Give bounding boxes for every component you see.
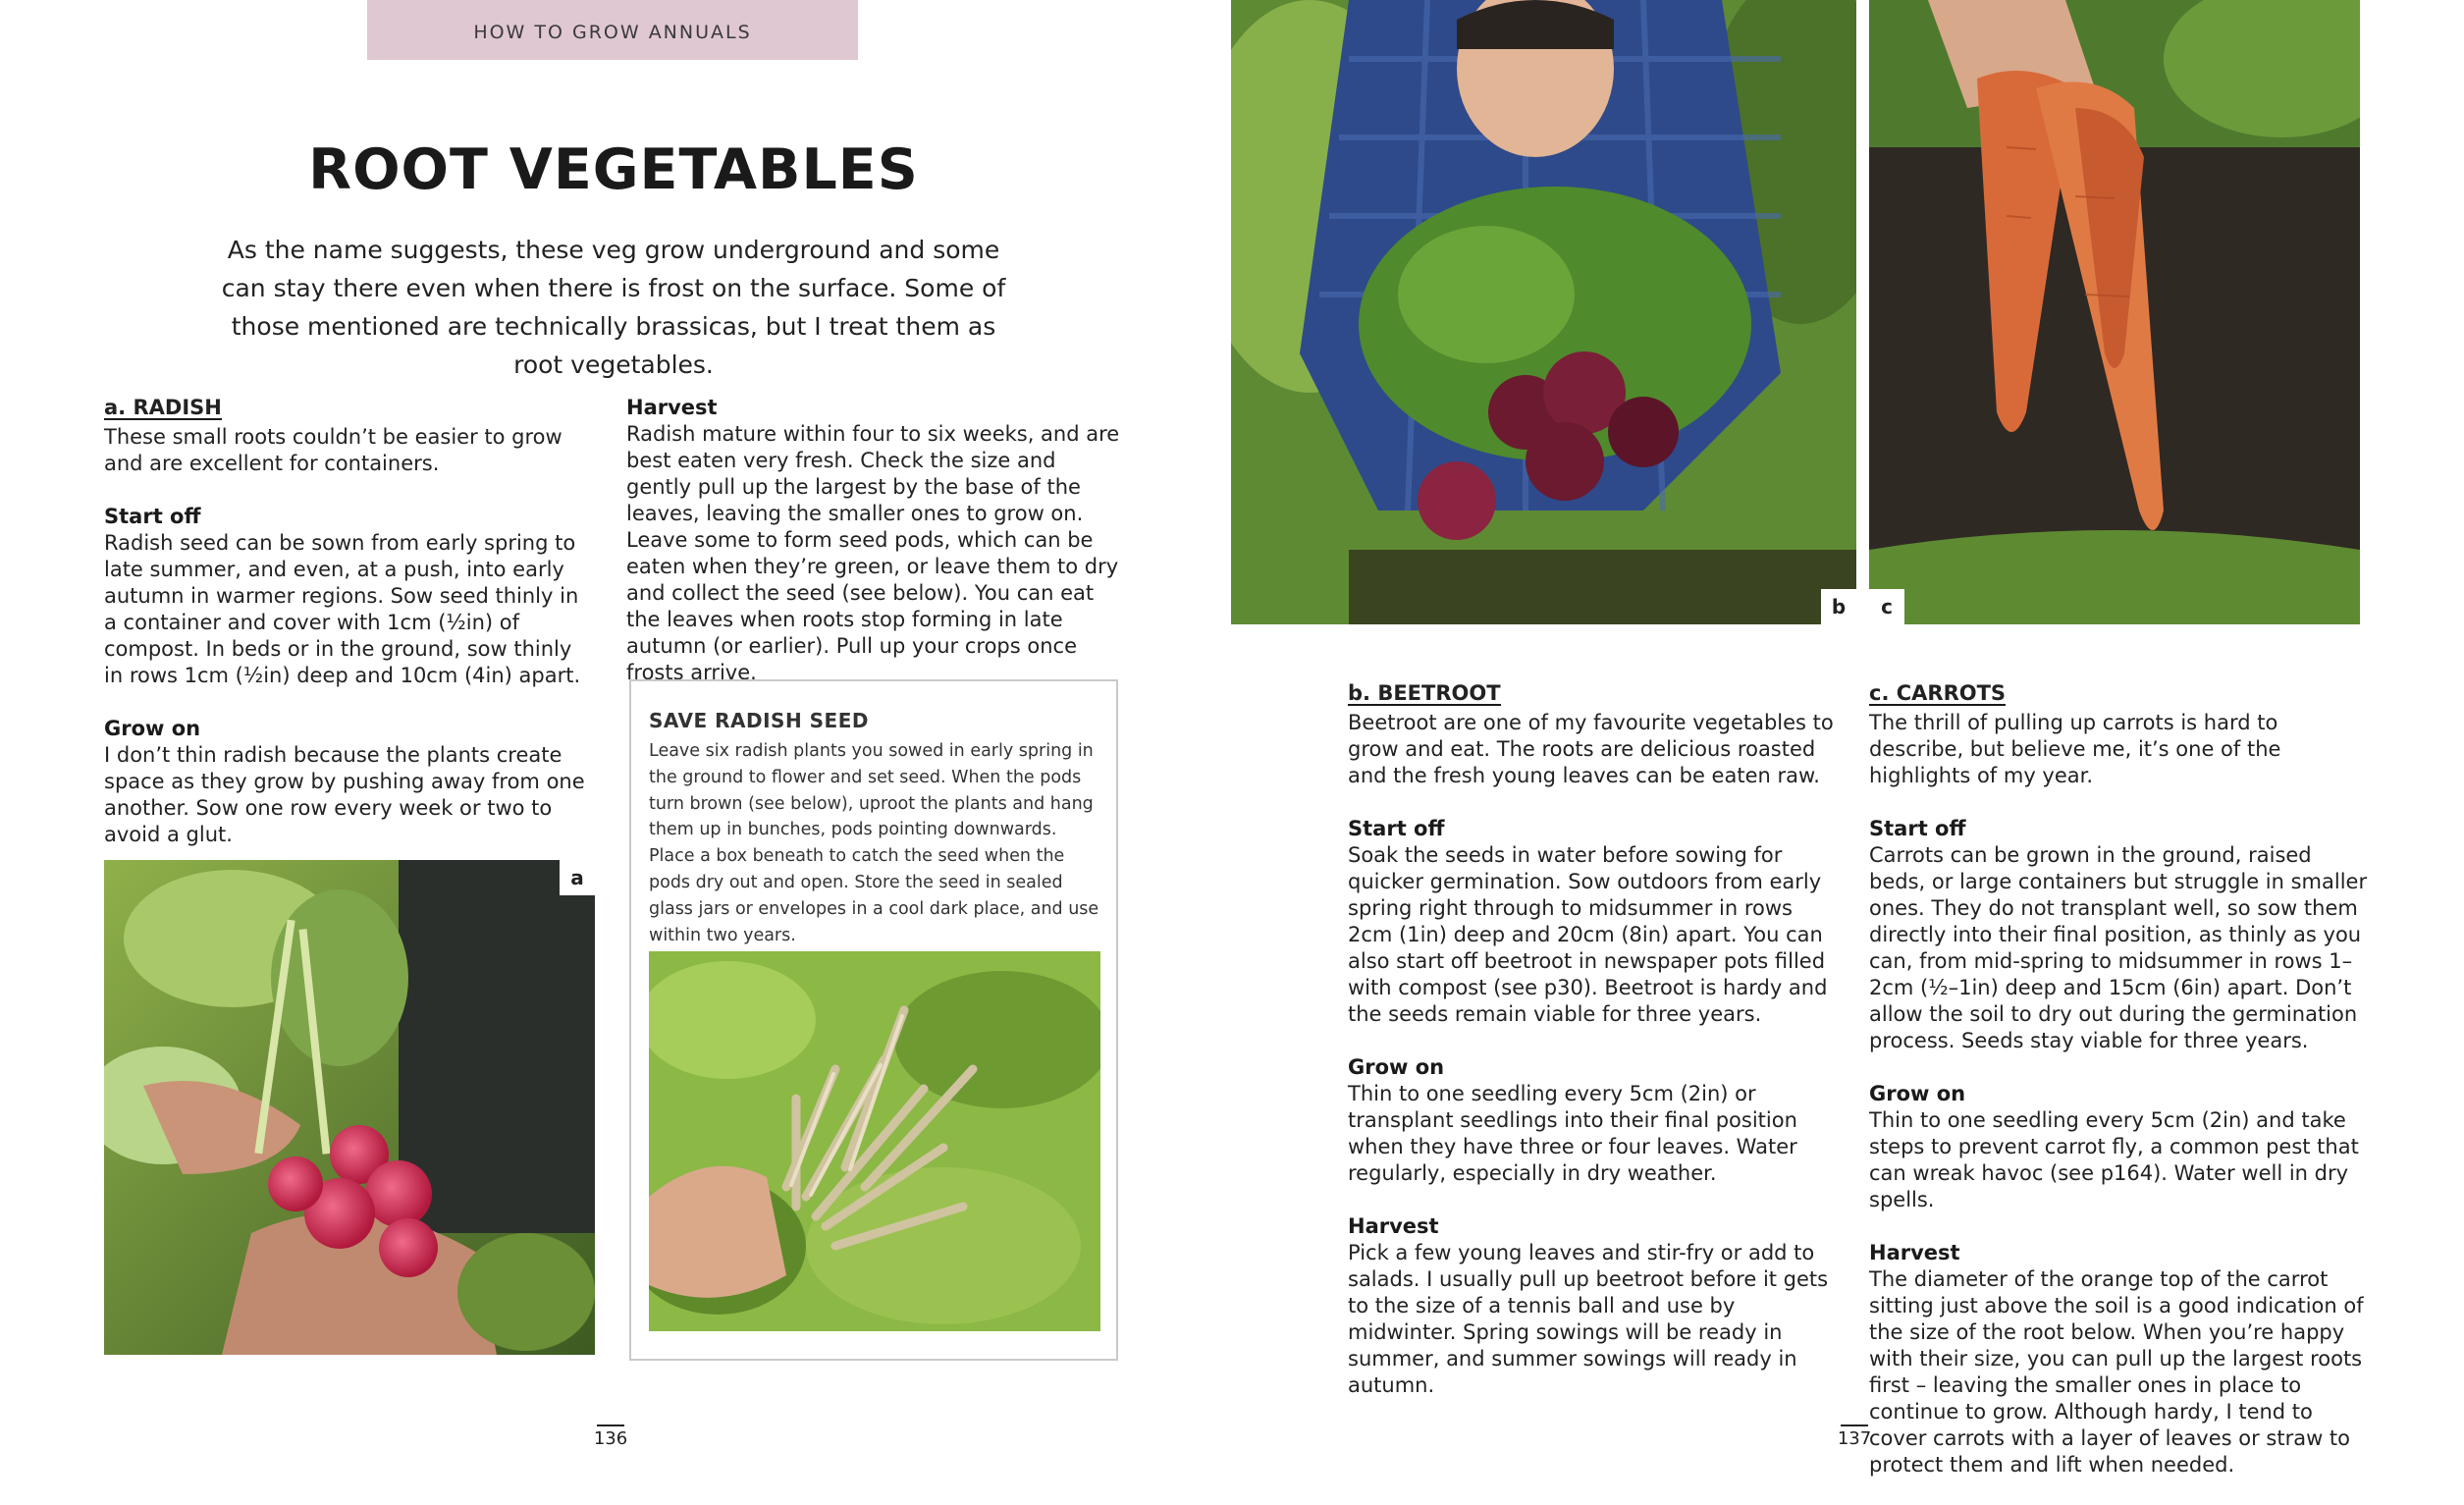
carrots-start-off-heading: Start off bbox=[1869, 817, 1966, 840]
beetroot-heading: b. BEETROOT bbox=[1348, 681, 1501, 705]
carrots-grow-on-text: Thin to one seedling every 5cm (2in) and take steps to prevent carrot fly, a common pest that can wreak havoc (see p164). Water well in dry spells. bbox=[1869, 1108, 2359, 1211]
radish-heading: a. RADISH bbox=[104, 396, 222, 419]
radish-illustration bbox=[104, 860, 595, 1355]
radish-photo bbox=[104, 860, 595, 1355]
photo-tag-c: c bbox=[1869, 589, 1904, 624]
beetroot-grow-on-text: Thin to one seedling every 5cm (2in) or transplant seedlings into their final position when they have three or four leaves. Water regularly, especially in dry weather. bbox=[1348, 1082, 1797, 1185]
beetroot-start-off-heading: Start off bbox=[1348, 817, 1445, 840]
page-title: ROOT VEGETABLES bbox=[308, 137, 919, 202]
carrots-illustration bbox=[1869, 0, 2360, 624]
radish-column bbox=[104, 395, 595, 875]
save-radish-seed-box bbox=[629, 679, 1118, 1361]
beetroot-grow-on-heading: Grow on bbox=[1348, 1055, 1445, 1079]
photo-tag-b: b bbox=[1821, 589, 1856, 624]
section-header-tab bbox=[367, 0, 858, 60]
beetroot-harvest-text: Pick a few young leaves and stir-fry or add to salads. I usually pull up beetroot before it gets to the size of a tennis ball and use by midwinter. Spring sowings will be ready in summer, and summer sowings will ready in autumn. bbox=[1348, 1241, 1829, 1397]
radish-grow-on-heading: Grow on bbox=[104, 717, 201, 740]
carrots-harvest-text: The diameter of the orange top of the carrot sitting just above the soil is a good indication of the size of the root below. When you’re happy with their size, you can pull up the largest roots first – leaving the smaller ones in place to continue to grow. Although hardy, I tend to cover carrots with a layer of leaves or straw to protect them and lift when needed. bbox=[1869, 1267, 2364, 1477]
radish-start-off-heading: Start off bbox=[104, 505, 201, 528]
radish-harvest-column bbox=[626, 395, 1122, 713]
page-number-right: 137 bbox=[1825, 1424, 1884, 1449]
carrots-harvest-heading: Harvest bbox=[1869, 1241, 1960, 1264]
radish-grow-on-text: I don’t thin radish because the plants create space as they grow by pushing away from one another. Sow one row every week or two to avoid a glut. bbox=[104, 743, 585, 846]
seed-pods-illustration bbox=[649, 951, 1100, 1331]
beetroot-photo bbox=[1231, 0, 1856, 624]
save-seed-heading: SAVE RADISH SEED bbox=[649, 709, 869, 732]
beetroot-harvest-heading: Harvest bbox=[1348, 1214, 1439, 1238]
carrots-column bbox=[1869, 680, 2370, 1505]
intro-paragraph: As the name suggests, these veg grow underground and some can stay there even when there is frost on the surface. Some of those mentioned are technically brassicas, but I treat them as root vegetables. bbox=[221, 236, 1006, 379]
radish-intro: These small roots couldn’t be easier to grow and are excellent for containers. bbox=[104, 425, 562, 475]
carrots-heading: c. CARROTS bbox=[1869, 681, 2007, 705]
save-seed-text: Leave six radish plants you sowed in early spring in the ground to flower and set seed. When the pods turn brown (see below), uproot the plants and hang them up in bunches, pods pointing downwards. Place a box beneath to catch the seed when the pods dry out and open. Store the seed in sealed glass jars or envelopes in a cool dark place, and use within two years. bbox=[649, 741, 1099, 945]
section-label: HOW TO GROW ANNUALS bbox=[473, 22, 752, 43]
seed-pods-photo bbox=[649, 951, 1100, 1331]
beetroot-intro: Beetroot are one of my favourite vegetables to grow and eat. The roots are delicious roasted and the fresh young leaves can be eaten raw. bbox=[1348, 711, 1834, 787]
beetroot-start-off-text: Soak the seeds in water before sowing for quicker germination. Sow outdoors from early spring right through to midsummer in rows 2cm (1in) deep and 20cm (8in) apart. You can also start off beetroot in newspaper pots filled with compost (see p30). Beetroot is hardy and the seeds remain viable for three years. bbox=[1348, 843, 1828, 1026]
carrots-start-off-text: Carrots can be grown in the ground, raised beds, or large containers but struggle in smaller ones. They do not transplant well, so sow them directly into their final position, as thinly as you can, from mid-spring to midsummer in rows 1–2cm (½–1in) deep and 15cm (6in) apart. Don’t allow the soil to dry out during the germination process. Seeds stay viable for three years. bbox=[1869, 843, 2368, 1052]
carrots-photo bbox=[1869, 0, 2360, 624]
photo-tag-a: a bbox=[560, 860, 595, 895]
carrots-intro: The thrill of pulling up carrots is hard to describe, but believe me, it’s one of the highlights of my year. bbox=[1869, 711, 2281, 787]
carrots-grow-on-heading: Grow on bbox=[1869, 1082, 1966, 1105]
radish-harvest-text: Radish mature within four to six weeks, and are best eaten very fresh. Check the size and gently pull up the largest by the base of the leaves, leaving the smaller ones to grow on. Leave some to form seed pods, which can be eaten when they’re green, or leave them to dry and collect the seed (see below). You can eat the leaves when roots stop forming in late autumn (or earlier). Pull up your crops once frosts arrive. bbox=[626, 422, 1120, 684]
beetroot-column bbox=[1348, 680, 1844, 1425]
page-number-left: 136 bbox=[581, 1424, 640, 1449]
radish-start-off-text: Radish seed can be sown from early spring to late summer, and even, at a push, into early autumn in warmer regions. Sow seed thinly in a container and cover with 1cm (½in) of compost. In beds or in the ground, sow thinly in rows 1cm (½in) deep and 10cm (4in) apart. bbox=[104, 531, 581, 687]
beetroot-illustration bbox=[1231, 0, 1856, 624]
radish-harvest-heading: Harvest bbox=[626, 396, 718, 419]
